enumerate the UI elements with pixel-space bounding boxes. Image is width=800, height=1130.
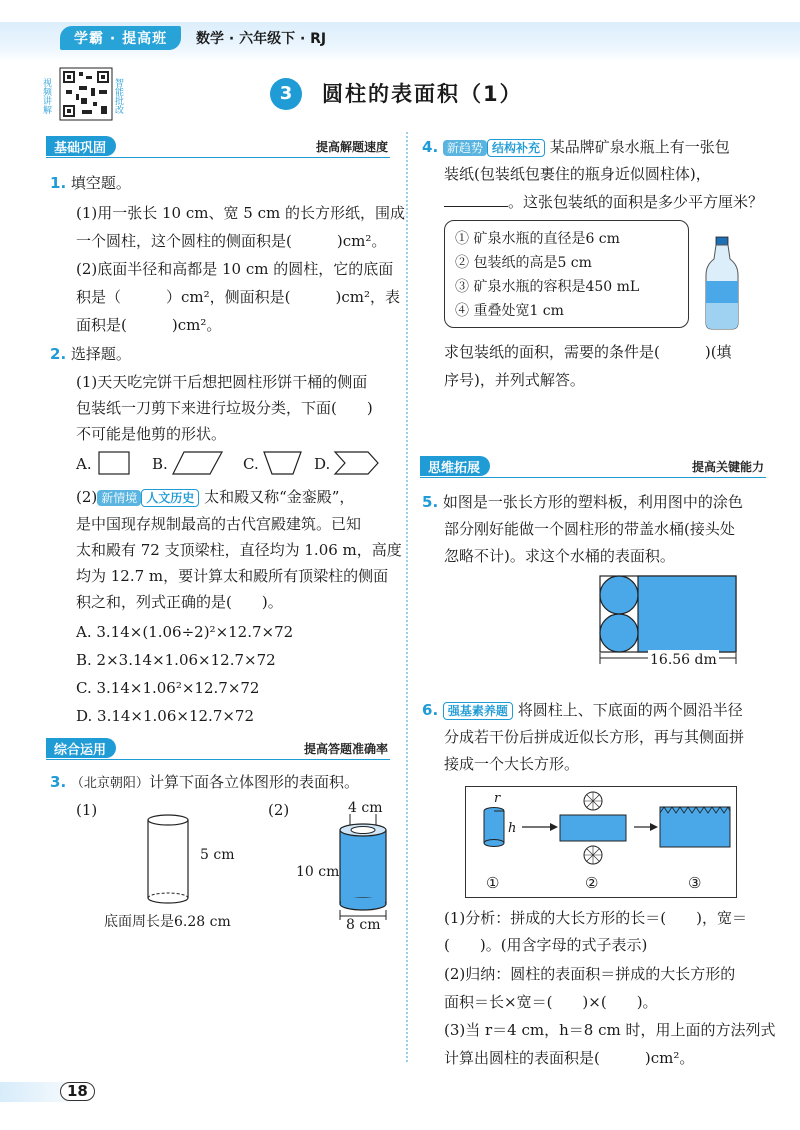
fig2-inner-label: 4 cm — [348, 800, 383, 816]
q5-line: 部分刚好能做一个圆柱形的带盖水桶(接头处 — [444, 520, 735, 538]
page-title: 圆柱的表面积（1） — [322, 82, 523, 106]
choice-d[interactable]: D. 3.14×1.06×12.7×72 — [76, 707, 255, 725]
section-basic — [46, 136, 390, 156]
page-number-band — [0, 1082, 98, 1102]
step-label: ① — [486, 874, 500, 892]
q2-line: (1)天天吃完饼干后想把圆柱形饼干桶的侧面 — [76, 373, 368, 391]
q3-fig2-label: (2) — [268, 801, 290, 819]
tag-culture-history: 人文历史 — [141, 489, 199, 507]
q4-number: 4 — [422, 138, 433, 156]
chevron-shape-icon — [334, 450, 380, 476]
section-apply — [46, 738, 390, 758]
step-label: ② — [585, 874, 599, 892]
tag-new-trend: 新趋势 — [443, 140, 487, 156]
section-goal: 提高答题准确率 — [303, 742, 388, 756]
q5-line: 忽略不计)。求这个水桶的表面积。 — [444, 547, 675, 565]
section-expand — [420, 456, 766, 476]
lesson-number: 3 — [270, 78, 302, 110]
q3-fig1-label: (1) — [76, 801, 98, 819]
trapezoid-shape-icon — [263, 450, 303, 476]
q3-number: 3 — [50, 773, 61, 791]
qr-left-text: 视频讲解 — [41, 78, 51, 114]
q2-line: 积之和，列式正确的是( )。 — [76, 593, 283, 611]
q2-line: 包装纸一刀剪下来进行垃圾分类，下面( ) — [76, 399, 373, 417]
q6-part: 计算出圆柱的表面积是( )cm²。 — [444, 1049, 695, 1067]
condition-item: ① 矿泉水瓶的直径是6 cm — [455, 231, 620, 247]
q1-line: 一个圆柱，这个圆柱的侧面积是( )cm²。 — [76, 232, 387, 250]
tag-core-literacy: 强基素养题 — [443, 702, 513, 720]
q2-line: 太和殿有 72 支顶梁柱，直径均为 1.06 m，高度 — [76, 541, 402, 559]
q2-part2-first: (2) 新情境 人文历史 太和殿又称“金銮殿”， — [76, 488, 355, 506]
step-label: ③ — [688, 874, 702, 892]
q4-heading: 4. 新趋势 结构补充 某品牌矿泉水瓶上有一张包 — [422, 138, 730, 156]
subject-label: 数学 · 六年级下 · RJ — [196, 31, 327, 47]
hollow-cylinder-figure — [330, 812, 400, 922]
q3-heading: 3. （北京朝阳）计算下面各立体图形的表面积。 — [50, 773, 359, 791]
q2-line: 均为 12.7 m，要计算太和殿所有顶梁柱的侧面 — [76, 567, 389, 585]
fig1-height-label: 5 cm — [200, 847, 235, 863]
q1-line: (2)底面半径和高都是 10 cm 的圆柱，它的底面 — [76, 260, 394, 278]
cylinder-unfold-figure — [465, 786, 737, 898]
q6-part: ( )。(用含字母的式子表示) — [444, 936, 648, 954]
rectangle-shape-icon — [98, 450, 132, 476]
q4-answer-blank[interactable] — [444, 193, 508, 207]
q1-title: 填空题。 — [70, 174, 131, 192]
conditions-box — [444, 220, 689, 328]
q4-line3: 。这张包装纸的面积是多少平方厘米？ — [444, 192, 763, 212]
q2-heading: 2. 选择题。 — [50, 345, 131, 363]
section-goal: 提高关键能力 — [691, 460, 764, 474]
q4-ask: 求包装纸的面积，需要的条件是( )(填 — [444, 343, 732, 361]
fig2-outer-label: 8 cm — [346, 917, 381, 933]
q2-line: 不可能是他剪的形状。 — [76, 425, 227, 443]
q1-number: 1 — [50, 174, 61, 192]
tag-structure: 结构补充 — [487, 139, 545, 157]
section-goal: 提高解题速度 — [315, 140, 388, 154]
qr-code[interactable] — [41, 66, 138, 122]
q6-heading: 6. 强基素养题 将圆柱上、下底面的两个圆沿半径 — [422, 701, 743, 719]
option-a-label: A. — [76, 455, 92, 473]
choice-b[interactable]: B. 2×3.14×1.06×12.7×72 — [76, 651, 276, 669]
q6-part: 面积＝长×宽＝( )×( )。 — [444, 993, 658, 1011]
q2-line: 是中国现存规制最高的古代宫殿建筑。已知 — [76, 515, 362, 533]
q2-number: 2 — [50, 345, 61, 363]
board-length-label: 16.56 dm — [650, 652, 717, 668]
water-bottle-icon — [702, 235, 742, 331]
q6-part: (1)分析：拼成的大长方形的长＝( )，宽＝ — [444, 909, 747, 927]
condition-item: ④ 重叠处宽1 cm — [455, 303, 564, 319]
fig6-h-label: h — [508, 821, 517, 836]
fig6-r-label: r — [494, 791, 501, 806]
parallelogram-shape-icon — [172, 450, 224, 476]
q1-line: 面积是( )cm²。 — [76, 316, 222, 334]
section-tag: 基础巩固 — [46, 136, 116, 156]
brand-label: 学霸 · 提高班 — [60, 26, 181, 50]
column-divider — [406, 132, 408, 1062]
condition-item: ② 包装纸的高是5 cm — [455, 255, 592, 271]
q2-title: 选择题。 — [70, 345, 131, 363]
fig1-caption: 底面周长是6.28 cm — [104, 914, 231, 930]
q6-part: (2)归纳：圆柱的表面积＝拼成的大长方形的 — [444, 965, 736, 983]
q1-line: (1)用一张长 10 cm、宽 5 cm 的长方形纸，围成 — [76, 204, 405, 222]
q4-ask: 序号)，并列式解答。 — [444, 371, 585, 389]
option-b-label: B. — [152, 455, 168, 473]
page-number: 18 — [60, 1082, 95, 1101]
option-d-label: D. — [314, 455, 331, 473]
q6-line: 分成若干份后拼成近似长方形，再与其侧面拼 — [444, 728, 745, 746]
condition-item: ③ 矿泉水瓶的容积是450 mL — [455, 279, 640, 295]
q5-number: 5 — [422, 493, 433, 511]
q4-line: 装纸(包装纸包裹住的瓶身近似圆柱体)， — [444, 165, 711, 183]
choice-a[interactable]: A. 3.14×(1.06÷2)²×12.7×72 — [76, 623, 294, 641]
q1-heading: 1. 填空题。 — [50, 174, 131, 192]
tag-new-context: 新情境 — [97, 490, 141, 506]
q6-line: 接成一个大长方形。 — [444, 755, 580, 773]
option-c-label: C. — [243, 455, 259, 473]
choice-c[interactable]: C. 3.14×1.06²×12.7×72 — [76, 679, 260, 697]
q5-heading: 5. 如图是一张长方形的塑料板，利用图中的涂色 — [422, 493, 743, 511]
section-tag: 综合运用 — [46, 738, 116, 758]
q1-line: 积是（ ）cm²，侧面积是( )cm²，表 — [76, 288, 400, 306]
q6-part: (3)当 r＝4 cm，h＝8 cm 时，用上面的方法列式 — [444, 1021, 776, 1039]
fig2-height-label: 10 cm — [296, 864, 340, 880]
q6-number: 6 — [422, 701, 433, 719]
section-tag: 思维拓展 — [420, 456, 490, 476]
qr-right-text: 智能批改 — [113, 78, 123, 114]
